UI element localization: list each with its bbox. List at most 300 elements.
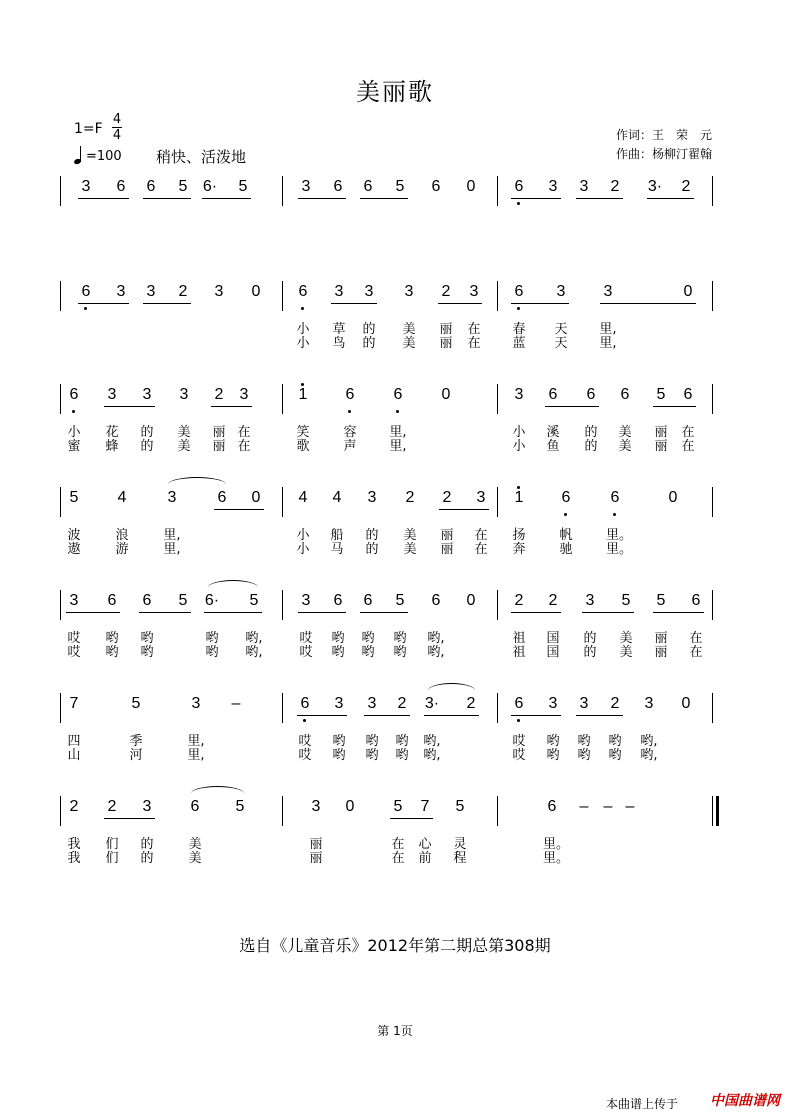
lyric-syllable: 国 <box>546 631 560 646</box>
octave-dot-below <box>72 410 75 413</box>
lyric-syllable: 丽 <box>654 425 668 440</box>
quarter-note-icon <box>74 146 83 164</box>
lyric-syllable: 哟 <box>361 631 375 646</box>
lyric-syllable: 声 <box>343 439 357 454</box>
lyric-syllable: 丽 <box>440 528 454 543</box>
tie-arc <box>428 683 475 698</box>
note: 3 <box>603 283 613 300</box>
octave-dot-below <box>84 307 87 310</box>
lyric-syllable: 程 <box>453 851 467 866</box>
lyric-syllable: 天 <box>554 336 568 351</box>
lyric-syllable: 蓝 <box>512 336 526 351</box>
note: 2 <box>405 489 415 506</box>
underline-beam <box>600 303 696 304</box>
note: 6 <box>298 283 308 300</box>
note: 5 <box>395 178 405 195</box>
upload-note: 本曲谱上传于 <box>605 1097 678 1111</box>
lyric-syllable: 的 <box>583 631 597 646</box>
lyric-syllable: 哎 <box>67 645 81 660</box>
lyric-syllable: 哟 <box>332 748 346 763</box>
lyric-syllable: 在 <box>391 837 405 852</box>
note: 5 <box>455 798 465 815</box>
note: 3 <box>142 386 152 403</box>
note: 6 <box>620 386 630 403</box>
lyric-syllable: 丽 <box>212 425 226 440</box>
lyric-syllable: 在 <box>391 851 405 866</box>
underline-beam <box>331 303 377 304</box>
lyric-syllable: 美 <box>403 528 417 543</box>
underline-beam <box>143 303 191 304</box>
barline-start <box>60 281 61 311</box>
note: – <box>579 798 589 815</box>
lyric-syllable: 丽 <box>439 322 453 337</box>
underline-beam <box>439 509 489 510</box>
note: 6 <box>345 386 355 403</box>
lyric-syllable: 丽 <box>654 439 668 454</box>
lyric-syllable: 游 <box>115 542 129 557</box>
note: 3 <box>364 283 374 300</box>
lyric-syllable: 丽 <box>654 631 668 646</box>
note: 0 <box>251 489 261 506</box>
note: 2 <box>466 695 476 712</box>
lyric-syllable: 哟 <box>105 631 119 646</box>
lyric-syllable: 哟 <box>205 645 219 660</box>
lyric-syllable: 哎 <box>299 645 313 660</box>
lyric-syllable: 马 <box>330 542 344 557</box>
note: 6 <box>431 592 441 609</box>
note: 6 <box>431 178 441 195</box>
lyric-syllable: 祖 <box>512 645 526 660</box>
underline-beam <box>143 198 191 199</box>
underline-beam <box>576 198 623 199</box>
lyric-syllable: 春 <box>512 322 526 337</box>
barline-start <box>60 487 61 517</box>
lyric-syllable: 里。 <box>606 528 633 543</box>
note: 2 <box>442 489 452 506</box>
note: 0 <box>345 798 355 815</box>
barline <box>712 281 713 311</box>
underline-beam <box>424 715 479 716</box>
barline-start <box>60 693 61 723</box>
note: – <box>231 695 241 712</box>
barline <box>712 176 713 206</box>
lyric-syllable: 哟 <box>365 734 379 749</box>
barline <box>497 176 498 206</box>
lyric-syllable: 美 <box>177 439 191 454</box>
note: 5 <box>131 695 141 712</box>
note: 2 <box>548 592 558 609</box>
barline <box>282 281 283 311</box>
barline <box>712 693 713 723</box>
song-title: 美丽歌 <box>356 78 434 106</box>
barline <box>712 384 713 414</box>
lyric-syllable: 哟 <box>140 631 154 646</box>
underline-beam <box>511 198 561 199</box>
note: 6 <box>363 592 373 609</box>
barline <box>497 281 498 311</box>
lyric-syllable: 浪 <box>115 528 129 543</box>
underline-beam <box>298 612 346 613</box>
note: 2 <box>681 178 691 195</box>
lyric-syllable: 在 <box>237 439 251 454</box>
underline-beam <box>511 715 561 716</box>
lyric-syllable: 灵 <box>453 837 467 852</box>
lyric-syllable: 小 <box>67 425 81 440</box>
note: 2 <box>178 283 188 300</box>
lyric-syllable: 前 <box>418 851 432 866</box>
lyric-syllable: 美 <box>618 425 632 440</box>
lyric-syllable: 溪 <box>546 425 560 440</box>
underline-beam <box>139 612 191 613</box>
lyric-syllable: 蜜 <box>67 439 81 454</box>
underline-beam <box>653 406 696 407</box>
octave-dot-below <box>564 513 567 516</box>
lyric-syllable: 的 <box>362 322 376 337</box>
lyric-syllable: 哟 <box>365 748 379 763</box>
note: 6 <box>514 283 524 300</box>
lyric-syllable: 美 <box>619 645 633 660</box>
note: 4 <box>332 489 342 506</box>
underline-beam <box>204 612 262 613</box>
note: 6 <box>69 386 79 403</box>
tempo-mark <box>74 146 122 164</box>
note: 6 <box>547 798 557 815</box>
barline <box>282 590 283 620</box>
underline-beam <box>360 198 408 199</box>
lyric-syllable: 里, <box>163 542 181 557</box>
note: 3 <box>167 489 177 506</box>
lyric-syllable: 哟, <box>640 734 658 749</box>
underline-beam <box>545 406 599 407</box>
lyric-syllable: 里, <box>389 439 407 454</box>
lyric-syllable: 哟 <box>205 631 219 646</box>
lyric-syllable: 哟, <box>640 748 658 763</box>
lyric-syllable: 里。 <box>606 542 633 557</box>
tie-arc <box>191 786 244 801</box>
note: 0 <box>466 178 476 195</box>
lyric-syllable: 哟, <box>427 645 445 660</box>
barline <box>497 796 498 826</box>
barline <box>282 693 283 723</box>
note: 2 <box>107 798 117 815</box>
note: 7 <box>420 798 430 815</box>
lyric-syllable: 天 <box>554 322 568 337</box>
lyric-syllable: 哟 <box>546 734 560 749</box>
note: 4 <box>117 489 127 506</box>
lyric-syllable: 哟 <box>140 645 154 660</box>
lyric-syllable: 帆 <box>559 528 573 543</box>
note: 3 <box>142 798 152 815</box>
lyric-syllable: 的 <box>140 425 154 440</box>
note: 3· <box>424 695 440 712</box>
barline <box>497 693 498 723</box>
note: 6 <box>333 592 343 609</box>
lyric-syllable: 鱼 <box>546 439 560 454</box>
barline-start <box>60 384 61 414</box>
lyric-syllable: 草 <box>332 322 346 337</box>
note: 6 <box>586 386 596 403</box>
note: 3 <box>556 283 566 300</box>
note: 6 <box>190 798 200 815</box>
note: 3 <box>311 798 321 815</box>
note: 2 <box>610 178 620 195</box>
lyric-syllable: 哟 <box>361 645 375 660</box>
lyric-syllable: 的 <box>584 425 598 440</box>
lyric-syllable: 波 <box>67 528 81 543</box>
octave-dot-below <box>396 410 399 413</box>
note: 2 <box>441 283 451 300</box>
lyric-syllable: 丽 <box>439 336 453 351</box>
lyric-syllable: 哟, <box>245 645 263 660</box>
lyric-syllable: 丽 <box>309 837 323 852</box>
lyric-syllable: 奔 <box>512 542 526 557</box>
lyric-syllable: 哟 <box>608 748 622 763</box>
underline-beam <box>364 715 410 716</box>
note: 5 <box>656 386 666 403</box>
lyric-syllable: 哟 <box>393 631 407 646</box>
lyric-syllable: 美 <box>402 336 416 351</box>
lyric-syllable: 小 <box>296 336 310 351</box>
lyric-syllable: 国 <box>546 645 560 660</box>
lyric-syllable: 我 <box>67 837 81 852</box>
note: 6 <box>107 592 117 609</box>
underline-beam <box>211 406 252 407</box>
lyric-syllable: 里, <box>599 322 617 337</box>
lyricist-credit: 作词：王 荣 元 <box>616 128 713 142</box>
note: 3 <box>146 283 156 300</box>
lyric-syllable: 哟 <box>332 734 346 749</box>
note: 3 <box>107 386 117 403</box>
note: 2 <box>69 798 79 815</box>
page-number: 第 1页 <box>377 1024 413 1038</box>
lyric-syllable: 哎 <box>67 631 81 646</box>
note: 6 <box>548 386 558 403</box>
tie-arc <box>168 477 226 492</box>
lyric-syllable: 四 <box>67 734 81 749</box>
lyric-syllable: 哟 <box>608 734 622 749</box>
lyric-syllable: 在 <box>474 542 488 557</box>
lyric-syllable: 季 <box>129 734 143 749</box>
barline-start <box>60 590 61 620</box>
lyric-syllable: 驰 <box>559 542 573 557</box>
underline-beam <box>390 818 433 819</box>
underline-beam <box>78 198 129 199</box>
lyric-syllable: 在 <box>681 439 695 454</box>
barline-start <box>60 796 61 826</box>
note: 6 <box>300 695 310 712</box>
note: 3 <box>301 178 311 195</box>
note: 7 <box>69 695 79 712</box>
lyric-syllable: 里, <box>389 425 407 440</box>
underline-beam <box>66 612 120 613</box>
note: 5 <box>249 592 259 609</box>
barline <box>497 590 498 620</box>
lyric-syllable: 的 <box>140 439 154 454</box>
lyric-syllable: 丽 <box>440 542 454 557</box>
note: 3 <box>179 386 189 403</box>
lyric-syllable: 在 <box>237 425 251 440</box>
lyric-syllable: 美 <box>188 837 202 852</box>
barline-start <box>60 176 61 206</box>
note: 6 <box>142 592 152 609</box>
barline <box>282 796 283 826</box>
note: 3 <box>469 283 479 300</box>
barline <box>712 796 713 826</box>
barline <box>712 590 713 620</box>
lyric-syllable: 在 <box>681 425 695 440</box>
lyric-syllable: 的 <box>140 837 154 852</box>
lyric-syllable: 笑 <box>296 425 310 440</box>
note: 3 <box>367 695 377 712</box>
tie-arc <box>208 580 258 595</box>
note: 0 <box>681 695 691 712</box>
lyric-syllable: 美 <box>402 322 416 337</box>
note: 6 <box>610 489 620 506</box>
note: 6 <box>81 283 91 300</box>
lyric-syllable: 的 <box>362 336 376 351</box>
underline-beam <box>104 818 155 819</box>
meter-top: 4 <box>112 112 122 127</box>
tempo-value: =100 <box>86 149 122 164</box>
lyric-syllable: 丽 <box>309 851 323 866</box>
lyric-syllable: 小 <box>512 439 526 454</box>
lyric-syllable: 山 <box>67 748 81 763</box>
lyric-syllable: 里, <box>599 336 617 351</box>
underline-beam <box>438 303 482 304</box>
lyric-syllable: 哎 <box>298 748 312 763</box>
lyric-syllable: 美 <box>403 542 417 557</box>
lyric-syllable: 小 <box>296 542 310 557</box>
note: 1 <box>514 489 524 506</box>
underline-beam <box>653 612 704 613</box>
note: 3 <box>69 592 79 609</box>
note: 6 <box>691 592 701 609</box>
octave-dot-below <box>517 719 520 722</box>
note: 3 <box>476 489 486 506</box>
underline-beam <box>78 303 129 304</box>
note: 3 <box>301 592 311 609</box>
octave-dot-below <box>517 202 520 205</box>
lyric-syllable: 哟 <box>577 734 591 749</box>
note: 6 <box>363 178 373 195</box>
lyric-syllable: 哎 <box>298 734 312 749</box>
lyric-syllable: 们 <box>105 837 119 852</box>
lyric-syllable: 在 <box>689 631 703 646</box>
final-barline-thick <box>716 796 719 826</box>
lyric-syllable: 扬 <box>512 528 526 543</box>
note: 6 <box>514 695 524 712</box>
underline-beam <box>576 715 623 716</box>
octave-dot-below <box>613 513 616 516</box>
lyric-syllable: 里。 <box>543 837 570 852</box>
lyric-syllable: 小 <box>296 528 310 543</box>
lyric-syllable: 船 <box>330 528 344 543</box>
note: 3 <box>367 489 377 506</box>
underline-beam <box>214 509 264 510</box>
octave-dot-below <box>301 307 304 310</box>
note: 6 <box>514 178 524 195</box>
note: 6 <box>146 178 156 195</box>
lyric-syllable: 哟, <box>423 734 441 749</box>
note: – <box>603 798 613 815</box>
note: 5 <box>621 592 631 609</box>
note: 5 <box>656 592 666 609</box>
note: 3 <box>191 695 201 712</box>
note: 3 <box>585 592 595 609</box>
octave-dot-above <box>517 486 520 489</box>
lyric-syllable: 哟 <box>393 645 407 660</box>
lyric-syllable: 里, <box>163 528 181 543</box>
time-signature <box>112 113 122 142</box>
note: 6 <box>561 489 571 506</box>
octave-dot-below <box>303 719 306 722</box>
note: 3 <box>334 283 344 300</box>
lyric-syllable: 小 <box>512 425 526 440</box>
lyric-syllable: 丽 <box>654 645 668 660</box>
lyric-syllable: 哎 <box>299 631 313 646</box>
underline-beam <box>511 303 569 304</box>
underline-beam <box>360 612 408 613</box>
note: 3 <box>116 283 126 300</box>
note: 3 <box>644 695 654 712</box>
note: 6 <box>393 386 403 403</box>
lyric-syllable: 哎 <box>512 734 526 749</box>
underline-beam <box>104 406 155 407</box>
lyric-syllable: 的 <box>365 528 379 543</box>
lyric-syllable: 丽 <box>212 439 226 454</box>
lyric-syllable: 花 <box>105 425 119 440</box>
lyric-syllable: 哟 <box>546 748 560 763</box>
note: 3 <box>514 386 524 403</box>
note: 3 <box>334 695 344 712</box>
note: 2 <box>514 592 524 609</box>
lyric-syllable: 哟, <box>245 631 263 646</box>
lyric-syllable: 的 <box>584 439 598 454</box>
note: 0 <box>668 489 678 506</box>
barline <box>497 487 498 517</box>
note: 6 <box>333 178 343 195</box>
lyric-syllable: 的 <box>583 645 597 660</box>
note: 6 <box>116 178 126 195</box>
note: 3 <box>579 178 589 195</box>
lyric-syllable: 里, <box>187 734 205 749</box>
lyric-syllable: 祖 <box>512 631 526 646</box>
expression-mark: 稍快、活泼地 <box>156 148 247 166</box>
lyric-syllable: 我 <box>67 851 81 866</box>
note: 6 <box>683 386 693 403</box>
note: 3 <box>239 386 249 403</box>
lyric-syllable: 鸟 <box>332 336 346 351</box>
note: 0 <box>466 592 476 609</box>
note: 3 <box>579 695 589 712</box>
lyric-syllable: 在 <box>689 645 703 660</box>
lyric-syllable: 美 <box>188 851 202 866</box>
note: 6· <box>202 178 218 195</box>
note: 3 <box>214 283 224 300</box>
note: 3 <box>548 178 558 195</box>
note: 5 <box>393 798 403 815</box>
lyric-syllable: 河 <box>129 748 143 763</box>
lyric-syllable: 哟, <box>427 631 445 646</box>
note: 3 <box>404 283 414 300</box>
note: 3· <box>647 178 663 195</box>
source-note: 选自《儿童音乐》2012年第二期总第308期 <box>239 936 551 955</box>
lyric-syllable: 哟, <box>423 748 441 763</box>
site-logo: 中国曲谱网 <box>710 1093 780 1109</box>
lyric-syllable: 哟 <box>331 631 345 646</box>
note: 2 <box>610 695 620 712</box>
barline <box>497 384 498 414</box>
